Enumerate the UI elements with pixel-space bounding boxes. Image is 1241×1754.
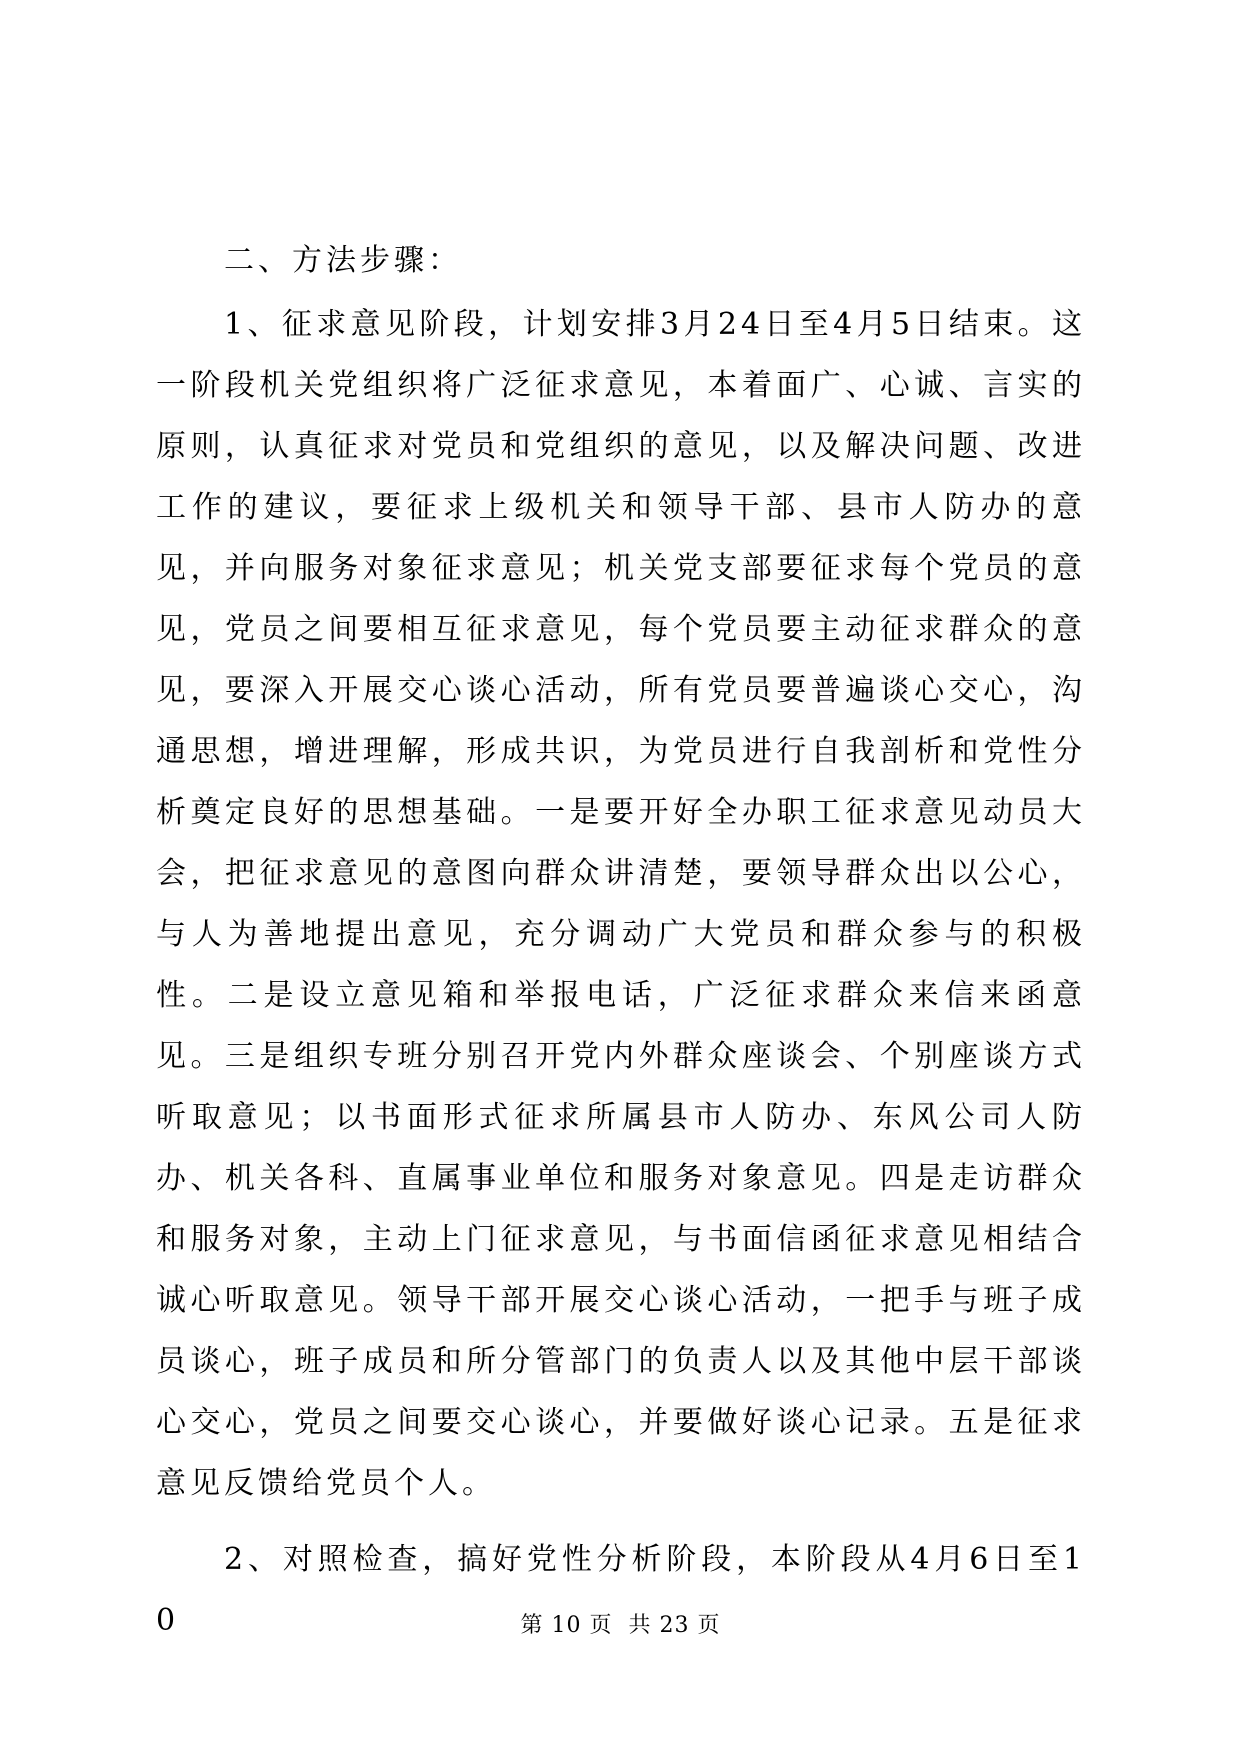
page-number-footer: 第 10 页 共 23 页 bbox=[520, 1613, 721, 1638]
document-body bbox=[156, 230, 1086, 1651]
section-heading: 二、方法步骤： bbox=[224, 243, 462, 278]
paragraph-step-1: 1、征求意见阶段，计划安排3月24日至4月5日结束。这一阶段机关党组织将广泛征求意见，本着面广、心诚、言实的原则，认真征求对党员和党组织的意见，以及解决问题、改进工作的建议，要征求上级机关和领导干部、县市人防办的意见，并向服务对象征求意见；机关党支部要征求每个党员的意见，党员之间要相互征求意见，每个党员要主动征求群众的意见，要深入开展交心谈心活动，所有党员要普遍谈心交心，沟通思想，增进理解，形成共识，为党员进行自我剖析和党性分析奠定良好的思想基础。一是要开好全办职工征求意见动员大会，把征求意见的意图向群众讲清楚，要领导群众出以公心，与人为善地提出意见，充分调动广大党员和群众参与的积极性。二是设立意见箱和举报电话，广泛征求群众来信来函意见。三是组织专班分别召开党内外群众座谈会、个别座谈方式听取意见；以书面形式征求所属县市人防办、东风公司人防办、机关各科、直属事业单位和服务对象意见。四是走访群众和服务对象，主动上门征求意见，与书面信函征求意见相结合诚心听取意见。领导干部开展交心谈心活动，一把手与班子成员谈心，班子成员和所分管部门的负责人以及其他中层干部谈心交心，党员之间要交心谈心，并要做好谈心记录。五是征求意见反馈给党员个人。 bbox=[156, 307, 1086, 1501]
paragraph-step-2: 2、对照检查，搞好党性分析阶段，本阶段从4月6日至10 bbox=[156, 1542, 1086, 1638]
